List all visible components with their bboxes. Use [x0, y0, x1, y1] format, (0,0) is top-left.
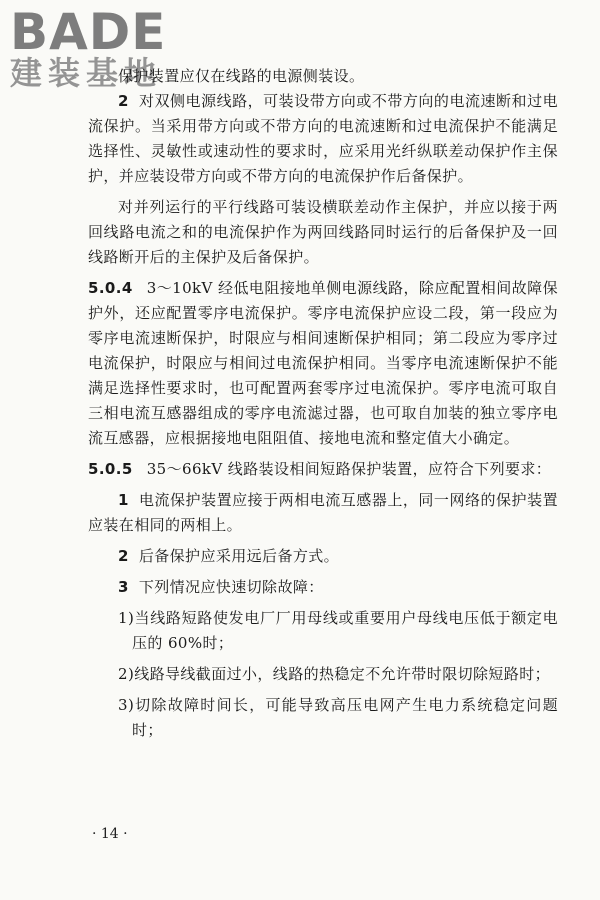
clause-5-0-4	[88, 276, 558, 451]
item-2-double-source	[88, 89, 558, 189]
subitem-1: 1)当线路短路使发电厂厂用母线或重要用户母线电压低于额定电压的 60%时；	[118, 609, 558, 652]
item-505-3	[88, 575, 558, 600]
subitem-2: 2)线路导线截面过小，线路的热稳定不允许带时限切除短路时；	[118, 665, 550, 683]
logo-wordmark: BADE	[10, 3, 167, 61]
document-body	[88, 64, 558, 743]
item-text: 对双侧电源线路，可装设带方向或不带方向的电流速断和过电流保护。当采用带方向或不带方向的电流速断和过电流保护不能满足选择性、灵敏性或速动性的要求时，应采用光纤纵联差动保护作主保护，并应装设带方向或不带方向的电流保护作后备保护。	[88, 92, 558, 185]
paragraph-parallel-lines: 对并列运行的平行线路可装设横联差动作主保护，并应以接于两回线路电流之和的电流保护作为两回线路同时运行的后备保护及一回线路断开后的主保护及后备保护。	[88, 198, 558, 266]
item-number: 2	[118, 92, 129, 110]
item-text: 电流保护装置应接于两相电流互感器上，同一网络的保护装置应装在相同的两相上。	[88, 491, 558, 534]
paragraph-power-side: 保护装置应仅在线路的电源侧装设。	[118, 67, 365, 85]
logo-subtitle: 建装基地	[10, 54, 163, 92]
clause-text: 35～66kV 线路装设相间短路保护装置，应符合下列要求：	[146, 460, 552, 478]
subitem-3: 3)切除故障时间长，可能导致高压电网产生电力系统稳定问题时；	[118, 696, 558, 739]
clause-5-0-5	[88, 457, 558, 482]
item-text: 下列情况应快速切除故障：	[138, 578, 324, 596]
item-505-1	[88, 488, 558, 538]
item-number: 2	[118, 547, 129, 565]
clause-number: 5.0.5	[88, 460, 133, 478]
clause-number: 5.0.4	[88, 279, 133, 297]
item-text: 后备保护应采用远后备方式。	[138, 547, 340, 565]
item-number: 1	[118, 491, 129, 509]
page-number: · 14 ·	[92, 826, 128, 842]
item-505-2	[88, 544, 558, 569]
item-number: 3	[118, 578, 129, 596]
clause-text: 3～10kV 经低电阻接地单侧电源线路，除应配置相间故障保护外，还应配置零序电流保护。零序电流保护应设二段，第一段应为零序电流速断保护，时限应与相间速断保护相同；第二段应为零序过电流保护，时限应与相间过电流保护相同。当零序电流速断保护不能满足选择性要求时，也可配置两套零序过电流保护。零序电流可取自三相电流互感器组成的零序电流滤过器，也可取自加装的独立零序电流互感器，应根据接地电阻阻值、接地电流和整定值大小确定。	[88, 279, 558, 447]
